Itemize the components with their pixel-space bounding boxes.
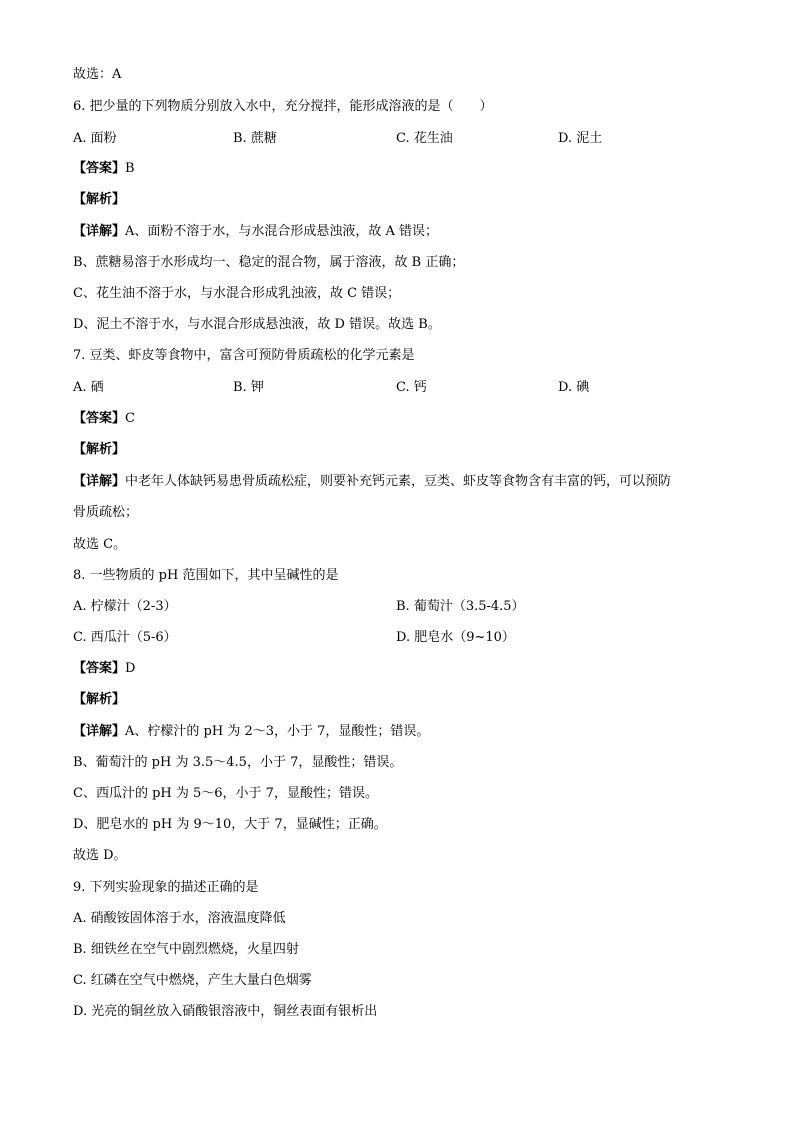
q6-detail-tag: 【详解】 bbox=[73, 224, 126, 239]
q8-option-a: A. 柠檬汁（2-3） bbox=[73, 599, 177, 614]
q8-analysis-tag: 【解析】 bbox=[73, 692, 126, 707]
q8-stem: 8. 一些物质的 pH 范围如下，其中呈碱性的是 bbox=[73, 568, 339, 583]
q9-option-c: C. 红磷在空气中燃烧，产生大量白色烟雾 bbox=[73, 973, 312, 988]
q6-detail-line-3: C、花生油不溶于水，与水混合形成乳浊液，故 C 错误； bbox=[73, 286, 401, 301]
q7-detail-text-1: 中老年人体缺钙易患骨质疏松症，则要补充钙元素，豆类、虾皮等食物含有丰富的钙，可以预防 bbox=[125, 474, 672, 489]
q6-detail-line-1 bbox=[73, 223, 438, 241]
q8-detail-line-5: 故选 D。 bbox=[73, 848, 127, 863]
q8-options-row-2 bbox=[73, 629, 723, 647]
q8-option-c: C. 西瓜汁（5-6） bbox=[73, 630, 177, 645]
q8-detail-text-1: A、柠檬汁的 pH 为 2～3，小于 7，显酸性；错误。 bbox=[125, 724, 430, 739]
q6-option-b: B. 蔗糖 bbox=[233, 131, 277, 146]
q6-answer-tag: 【答案】 bbox=[73, 161, 126, 176]
q7-answer bbox=[73, 410, 135, 428]
q7-option-c: C. 钙 bbox=[396, 380, 427, 395]
q7-answer-tag: 【答案】 bbox=[73, 411, 126, 426]
q7-option-d: D. 碘 bbox=[558, 380, 590, 395]
q6-detail-line-4: D、泥土不溶于水，与水混合形成悬浊液，故 D 错误。故选 B。 bbox=[73, 317, 441, 332]
q7-detail-tag: 【详解】 bbox=[73, 474, 126, 489]
q8-option-b: B. 葡萄汁（3.5-4.5） bbox=[396, 599, 525, 614]
q8-detail-line-3: C、西瓜汁的 pH 为 5～6，小于 7，显酸性；错误。 bbox=[73, 786, 378, 801]
q6-answer bbox=[73, 160, 135, 178]
q7-option-a: A. 硒 bbox=[73, 380, 104, 395]
q7-answer-value: C bbox=[125, 411, 135, 426]
q6-stem: 6. 把少量的下列物质分别放入水中，充分搅拌，能形成溶液的是（ ） bbox=[73, 99, 493, 114]
q6-answer-value: B bbox=[125, 161, 135, 176]
q6-option-a: A. 面粉 bbox=[73, 131, 117, 146]
q6-detail-text-1: A、面粉不溶于水，与水混合形成悬浊液，故 A 错误； bbox=[125, 224, 439, 239]
q6-option-d: D. 泥土 bbox=[558, 131, 603, 146]
q9-stem: 9. 下列实验现象的描述正确的是 bbox=[73, 880, 259, 895]
q8-options-row-1 bbox=[73, 598, 723, 616]
q8-detail-line-2: B、葡萄汁的 pH 为 3.5～4.5，小于 7，显酸性；错误。 bbox=[73, 755, 403, 770]
q8-option-d: D. 肥皂水（9~10） bbox=[396, 630, 515, 645]
q6-detail-line-2: B、蔗糖易溶于水形成均一、稳定的混合物，属于溶液，故 B 正确； bbox=[73, 255, 465, 270]
q7-detail-line-1 bbox=[73, 473, 671, 491]
q8-detail-line-4: D、肥皂水的 pH 为 9～10，大于 7，显碱性；正确。 bbox=[73, 817, 387, 832]
prev-answer-conclusion: 故选：A bbox=[73, 67, 122, 82]
q9-option-b: B. 细铁丝在空气中剧烈燃烧，火星四射 bbox=[73, 942, 299, 957]
q8-answer-tag: 【答案】 bbox=[73, 661, 126, 676]
q7-detail-line-3: 故选 C。 bbox=[73, 537, 127, 552]
q7-option-b: B. 钾 bbox=[233, 380, 264, 395]
q6-analysis-tag: 【解析】 bbox=[73, 192, 126, 207]
q7-analysis-tag: 【解析】 bbox=[73, 442, 126, 457]
q8-detail-line-1 bbox=[73, 723, 429, 741]
q7-stem: 7. 豆类、虾皮等食物中，富含可预防骨质疏松的化学元素是 bbox=[73, 348, 415, 363]
q8-detail-tag: 【详解】 bbox=[73, 724, 126, 739]
q9-option-a: A. 硝酸铵固体溶于水，溶液温度降低 bbox=[73, 911, 286, 926]
q9-option-d: D. 光亮的铜丝放入硝酸银溶液中，铜丝表面有银析出 bbox=[73, 1004, 378, 1019]
q8-answer-value: D bbox=[125, 661, 136, 676]
q6-option-c: C. 花生油 bbox=[396, 131, 453, 146]
q7-detail-line-2: 骨质疏松； bbox=[73, 505, 139, 520]
q7-options bbox=[73, 379, 723, 397]
q6-options bbox=[73, 130, 723, 148]
q8-answer bbox=[73, 660, 135, 678]
